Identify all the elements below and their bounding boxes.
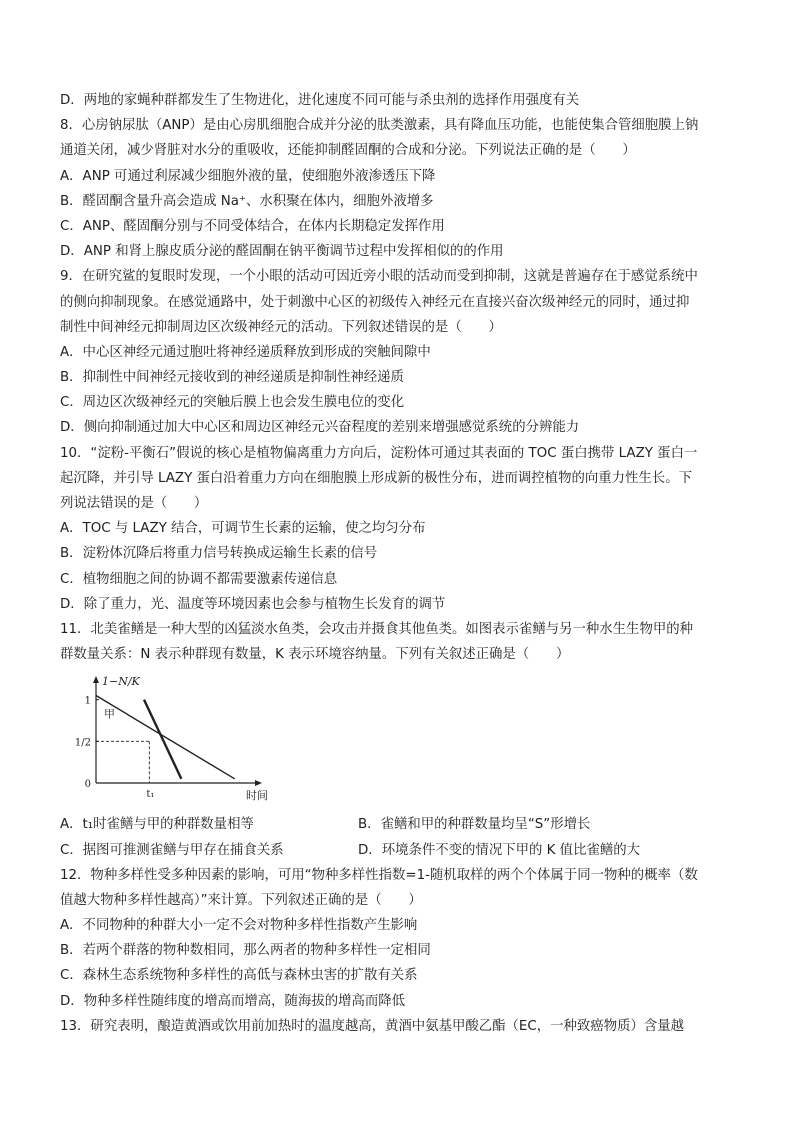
text-line: D．侧向抑制通过加大中心区和周边区神经元兴奋程度的差别来增强感觉系统的分辨能力 [60,420,580,436]
population-chart-figure [60,667,736,812]
y-tick-label: 1 [84,695,91,707]
x-tick-label: t₁ [146,789,155,801]
text-line: D．物种多样性随纬度的增高而增高，随海拔的增高而降低 [60,993,406,1009]
text-line: B．醛固酮含量升高会造成 Na⁺、水积聚在体内，细胞外液增多 [60,193,434,209]
x-axis-label: 时间 [246,789,268,803]
text-line: C．植物细胞之间的协调不都需要激素传递信息 [60,571,338,587]
text-line: D．两地的家蝇种群都发生了生物进化，进化速度不同可能与杀虫剂的选择作用强度有关 [60,93,580,108]
text-line: B．若两个群落的物种数相同，那么两者的物种多样性一定相同 [60,943,431,959]
text-line: 列说法错误的是（ ） [60,496,208,511]
question-text-block-bottom [60,863,736,1039]
text-line: 的侧向抑制现象。在感觉通路中，处于刺激中心区的初级传入神经元在直接兴奋次级神经元的同时，通过抑 [60,294,690,310]
q11-option-d: D．环境条件不变的情况下甲的 K 值比雀鳝的大 [358,842,641,858]
text-line: 起沉降，并引导 LAZY 蛋白沿着重力方向在细胞膜上形成新的极性分布，进而调控植物的向重力性生长。下 [60,470,692,486]
text-line: 13．研究表明，酿造黄酒或饮用前加热时的温度越高，黄酒中氨基甲酸乙酯（EC，一种致癌物质）含量越 [60,1018,685,1034]
series-label: 甲 [104,707,115,721]
text-line: A．不同物种的种群大小一定不会对物种多样性指数产生影响 [60,918,418,934]
text-line: A．中心区神经元通过胞吐将神经递质释放到形成的突触间隙中 [60,344,431,360]
y-axis-label: 1−N/K [102,675,140,689]
series-jia-line [96,696,235,779]
q11-option-a: A．t₁时雀鳝与甲的种群数量相等 [60,817,254,833]
text-line: 11．北美雀鳝是一种大型的凶猛淡水鱼类，会攻击并摄食其他鱼类。如图表示雀鳝与另一种水生生物甲的种 [60,621,694,637]
q11-option-b: B．雀鳝和甲的种群数量均呈“S”形增长 [358,817,591,833]
text-line: 10．“淀粉-平衡石”假说的核心是植物偏离重力方向后，淀粉体可通过其表面的 TOC 蛋白携带 LAZY 蛋白一 [60,445,698,461]
text-line: D．除了重力，光、温度等环境因素也会参与植物生长发育的调节 [60,596,446,612]
x-axis-arrow [255,780,262,786]
text-line: B．抑制性中间神经元接收到的神经递质是抑制性神经递质 [60,370,404,386]
text-line: C．ANP、醛固酮分别与不同受体结合，在体内长期稳定发挥作用 [60,218,445,234]
text-line: 群数量关系：N 表示种群现有数量，K 表示环境容纳量。下列有关叙述正确是（ ） [60,647,570,663]
text-line: D．ANP 和肾上腺皮质分泌的醛固酮在钠平衡调节过程中发挥相似的的作用 [60,244,504,260]
text-line: 制性中间神经元抑制周边区次级神经元的活动。下列叙述错误的是（ ） [60,319,502,335]
text-line: 值越大物种多样性越高）”来计算。下列叙述正确的是（ ） [60,892,422,908]
text-line: C．森林生态系统物种多样性的高低与森林虫害的扩散有关系 [60,968,418,984]
y-tick-label: 1/2 [74,737,91,749]
y-tick-label: 0 [84,779,91,791]
population-chart [60,671,268,803]
text-line: A．ANP 可通过利尿减少细胞外液的量，使细胞外液渗透压下降 [60,168,436,184]
text-line: 8．心房钠尿肽（ANP）是由心房肌细胞合成并分泌的肽类激素，具有降血压功能，也能使集合管细胞膜上钠 [60,118,699,134]
q11-option-c: C．据图可推测雀鳝与甲存在捕食关系 [60,842,284,858]
question-text-block-top [60,88,736,667]
text-line: C．周边区次级神经元的突触后膜上也会发生膜电位的变化 [60,395,405,411]
text-line: 9．在研究鲨的复眼时发现，一个小眼的活动可因近旁小眼的活动而受到抑制，这就是普遍存在于感觉系统中 [60,269,698,285]
text-line: B．淀粉体沉降后将重力信号转换成运输生长素的信号 [60,546,378,562]
exam-page [60,88,736,1039]
y-axis-arrow [93,676,99,683]
text-line: A．TOC 与 LAZY 结合，可调节生长素的运输，使之均匀分布 [60,521,426,537]
text-line: 12．物种多样性受多种因素的影响，可用“物种多样性指数=1-随机取样的两个个体属于同一物种的概率（数 [60,867,698,883]
text-line: 通道关闭，减少肾脏对水分的重吸收，还能抑制醛固酮的合成和分泌。下列说法正确的是（ ） [60,143,636,159]
q11-options-row-1 [60,812,736,837]
q11-options-row-2 [60,838,736,863]
